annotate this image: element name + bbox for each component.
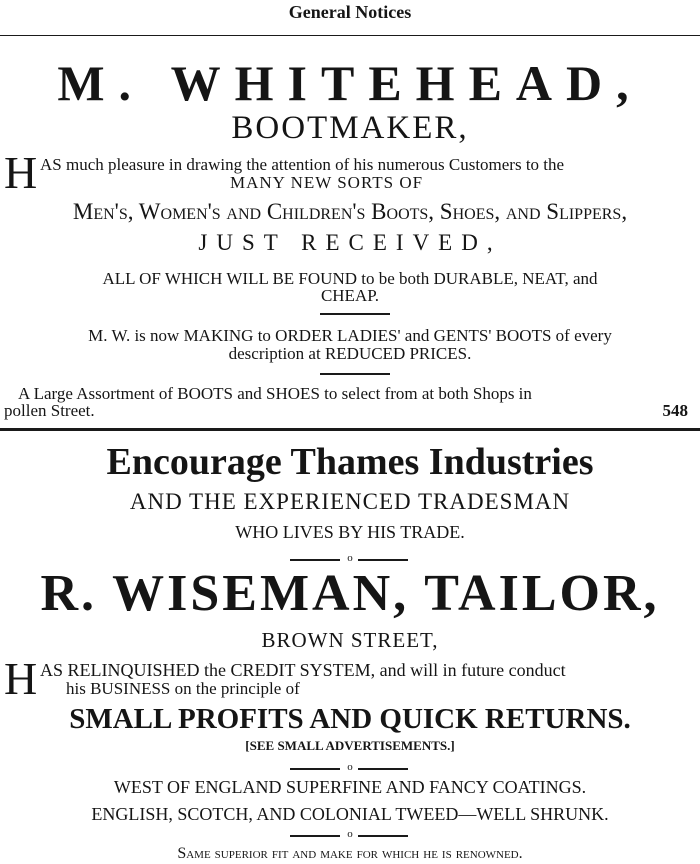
- advertiser-name: R. WISEMAN, TAILOR,: [40, 565, 660, 622]
- advertiser-name: M. WHITEHEAD,: [57, 55, 643, 111]
- ornament-divider: [290, 829, 410, 841]
- section-header: General Notices: [288, 2, 412, 22]
- advertisement-divider: [0, 428, 700, 431]
- subhead: AND THE EXPERIENCED TRADESMAN: [129, 489, 571, 514]
- short-rule: [320, 373, 390, 375]
- drop-cap: H: [4, 653, 38, 704]
- divider-mark: o: [347, 761, 353, 773]
- short-rule: [320, 313, 390, 315]
- header-rule: [0, 35, 700, 36]
- order-line-1: M. W. is now MAKING to ORDER LADIES' and GENTS' BOOTS of every: [88, 326, 612, 345]
- tweed-line: ENGLISH, SCOTCH, AND COLONIAL TWEED—WELL SHRUNK.: [91, 804, 609, 824]
- ornament-divider: [290, 553, 410, 565]
- coatings-line: WEST OF ENGLAND SUPERFINE AND FANCY COATINGS.: [113, 777, 587, 797]
- quality-line-1: ALL OF WHICH WILL BE FOUND to be both DURABLE, NEAT, and: [102, 269, 598, 288]
- divider-mark: o: [347, 552, 353, 564]
- notice-line-2: his BUSINESS on the principle of: [66, 679, 300, 698]
- assortment-line-1: A Large Assortment of BOOTS and SHOES to select from at both Shops in: [18, 384, 532, 403]
- intro-line-2: MANY NEW SORTS OF: [230, 173, 424, 192]
- headline: Encourage Thames Industries: [106, 441, 594, 483]
- goods-line: Men's, Women's and Children's Boots, Shoes, and Slippers,: [72, 199, 628, 224]
- divider-mark: o: [347, 828, 353, 840]
- ornament-divider: [290, 762, 410, 774]
- drop-cap: H: [4, 147, 38, 198]
- closing-line: Same superior fit and make for which he is renowned.: [177, 845, 523, 862]
- slogan: SMALL PROFITS AND QUICK RETURNS.: [69, 703, 631, 735]
- advertiser-trade: BOOTMAKER,: [231, 110, 469, 146]
- see-advertisements: [SEE SMALL ADVERTISEMENTS.]: [245, 738, 455, 753]
- quality-line-2: CHEAP.: [320, 286, 380, 305]
- address: BROWN STREET,: [261, 628, 439, 652]
- ad-number: 548: [662, 401, 688, 420]
- just-received: JUST RECEIVED,: [198, 230, 502, 255]
- order-line-2: description at REDUCED PRICES.: [228, 344, 472, 363]
- intro-line-1: AS much pleasure in drawing the attention of his numerous Customers to the: [40, 155, 565, 174]
- subhead-2: WHO LIVES BY HIS TRADE.: [235, 522, 465, 542]
- notice-line-1: AS RELINQUISHED the CREDIT SYSTEM, and will in future conduct: [40, 660, 566, 680]
- assortment-line-2: pollen Street.: [4, 401, 95, 420]
